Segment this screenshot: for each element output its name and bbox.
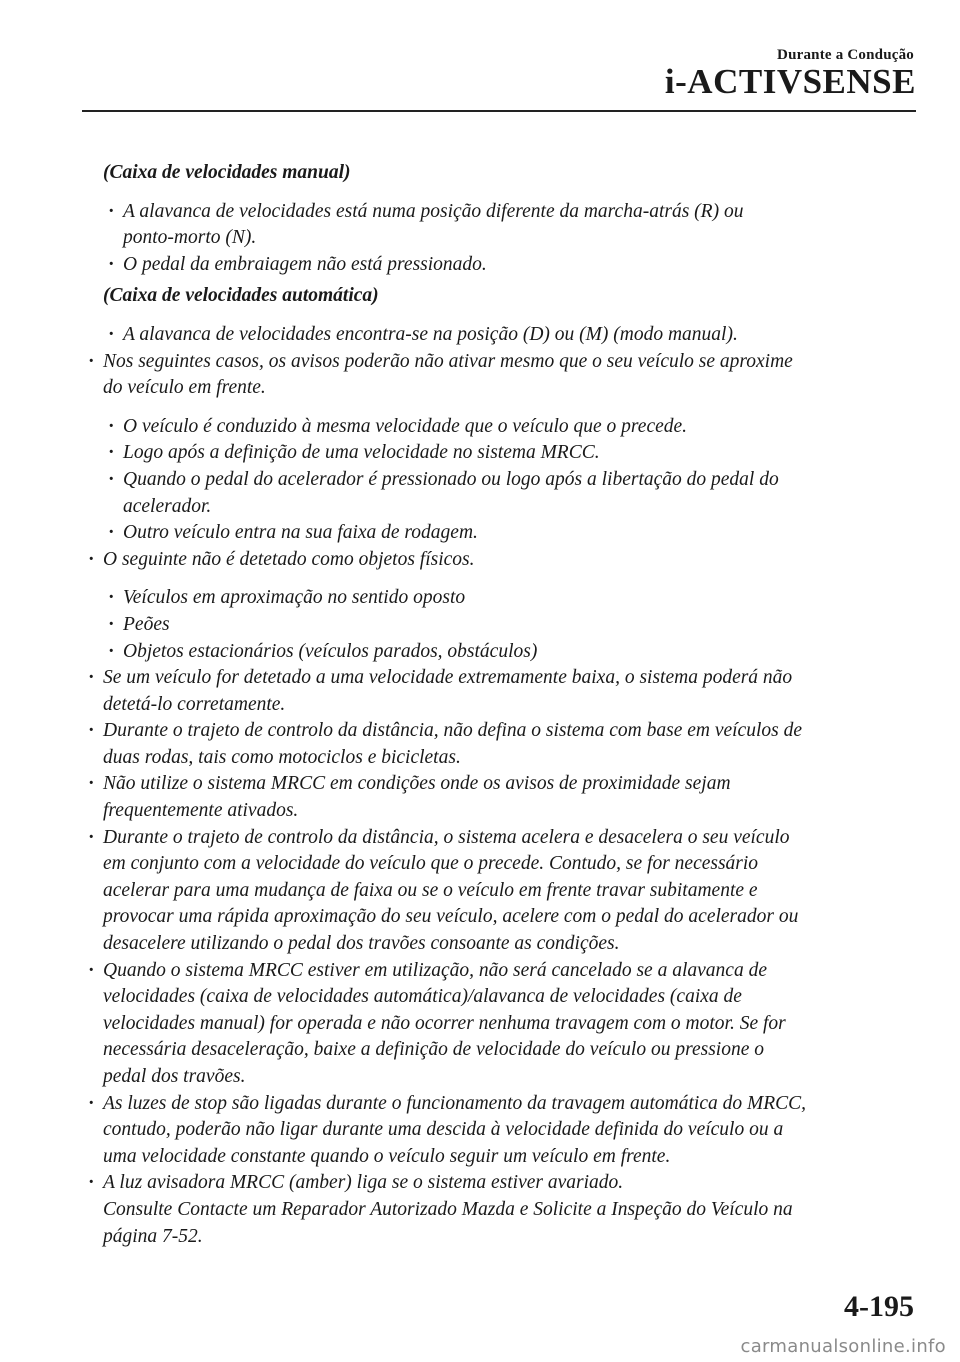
bullet-item-continuation: velocidades manual) for operada e não ocorrer nenhuma travagem com o motor. Se for bbox=[103, 1012, 786, 1034]
bullet-item-continuation: Consulte Contacte um Reparador Autorizado Mazda e Solicite a Inspeção do Veículo na bbox=[103, 1198, 793, 1220]
header-title: i-ACTIVSENSE bbox=[664, 62, 916, 101]
bullet-item: · O pedal da embraiagem não está pressionado. bbox=[0, 252, 960, 279]
header-rule bbox=[82, 110, 916, 112]
bullet-item: · A alavanca de velocidades encontra-se na posição (D) ou (M) (modo manual). bbox=[0, 322, 960, 349]
bullet-item: · Logo após a definição de uma velocidade no sistema MRCC. bbox=[0, 440, 960, 467]
bullet-item-continuation: velocidades (caixa de velocidades automática)/alavanca de velocidades (caixa de bbox=[103, 986, 742, 1008]
bullet-item-continuation: contudo, poderão não ligar durante uma descida à velocidade definida do veículo ou a bbox=[103, 1119, 784, 1141]
bullet-item: · Nos seguintes casos, os avisos poderão não ativar mesmo que o seu veículo se aproxime bbox=[0, 349, 960, 376]
header-section: Durante a Condução bbox=[777, 47, 914, 63]
bullet-item-continuation: desacelere utilizando o pedal dos travões consoante as condições. bbox=[103, 933, 620, 955]
bullet-item-continuation: acelerador. bbox=[123, 495, 212, 517]
bullet-item-continuation: necessária desaceleração, baixe a definição de velocidade do veículo ou pressione o bbox=[103, 1039, 764, 1061]
bullet-item-continuation: acelerar para uma mudança de faixa ou se o veículo em frente travar subitamente e bbox=[103, 879, 758, 901]
bullet-item-continuation: detetá-lo corretamente. bbox=[103, 693, 286, 715]
bullet-item: · Quando o sistema MRCC estiver em utilização, não será cancelado se a alavanca de bbox=[0, 958, 960, 985]
watermark: carmanualsonline.info bbox=[740, 1336, 946, 1357]
bullet-item: · O seguinte não é detetado como objetos físicos. bbox=[0, 547, 960, 574]
bullet-item: · O veículo é conduzido à mesma velocidade que o veículo que o precede. bbox=[0, 414, 960, 441]
section-heading: (Caixa de velocidades manual) bbox=[103, 162, 351, 183]
bullet-item-continuation: uma velocidade constante quando o veículo seguir um veículo em frente. bbox=[103, 1145, 671, 1167]
bullet-item-continuation: pedal dos travões. bbox=[103, 1066, 246, 1087]
bullet-item-continuation: frequentemente ativados. bbox=[103, 800, 299, 822]
section-heading: (Caixa de velocidades automática) bbox=[103, 285, 379, 307]
bullet-item-continuation: página 7-52. bbox=[103, 1225, 203, 1247]
bullet-item: · Durante o trajeto de controlo da distância, não defina o sistema com base em veículos de bbox=[0, 718, 960, 745]
bullet-item: · Se um veículo for detetado a uma velocidade extremamente baixa, o sistema poderá não bbox=[0, 665, 960, 692]
bullet-item: · Não utilize o sistema MRCC em condições onde os avisos de proximidade sejam bbox=[0, 771, 960, 798]
bullet-item: · Durante o trajeto de controlo da distância, o sistema acelera e desacelera o seu veículo bbox=[0, 825, 960, 852]
bullet-item: · Peões bbox=[0, 612, 960, 639]
bullet-item-continuation: ponto-morto (N). bbox=[123, 227, 257, 249]
bullet-item-continuation: do veículo em frente. bbox=[103, 377, 266, 399]
bullet-item: · As luzes de stop são ligadas durante o funcionamento da travagem automática do MRCC, bbox=[0, 1091, 960, 1118]
page-number: 4-195 bbox=[844, 1290, 914, 1323]
bullet-item: · Veículos em aproximação no sentido oposto bbox=[0, 585, 960, 612]
bullet-item: · Objetos estacionários (veículos parados, obstáculos) bbox=[0, 639, 960, 666]
bullet-item: · A alavanca de velocidades está numa posição diferente da marcha-atrás (R) ou bbox=[0, 199, 960, 226]
bullet-item-continuation: provocar uma rápida aproximação do seu veículo, acelere com o pedal do acelerador ou bbox=[103, 906, 799, 928]
bullet-item: · Quando o pedal do acelerador é pressionado ou logo após a libertação do pedal do bbox=[0, 467, 960, 494]
bullet-item: · Outro veículo entra na sua faixa de rodagem. bbox=[0, 520, 960, 547]
bullet-item-continuation: em conjunto com a velocidade do veículo que o precede. Contudo, se for necessário bbox=[103, 853, 759, 875]
bullet-item-continuation: duas rodas, tais como motociclos e bicicletas. bbox=[103, 746, 461, 768]
content bbox=[0, 160, 960, 1250]
bullet-item: · A luz avisadora MRCC (amber) liga se o sistema estiver avariado. bbox=[0, 1170, 960, 1197]
